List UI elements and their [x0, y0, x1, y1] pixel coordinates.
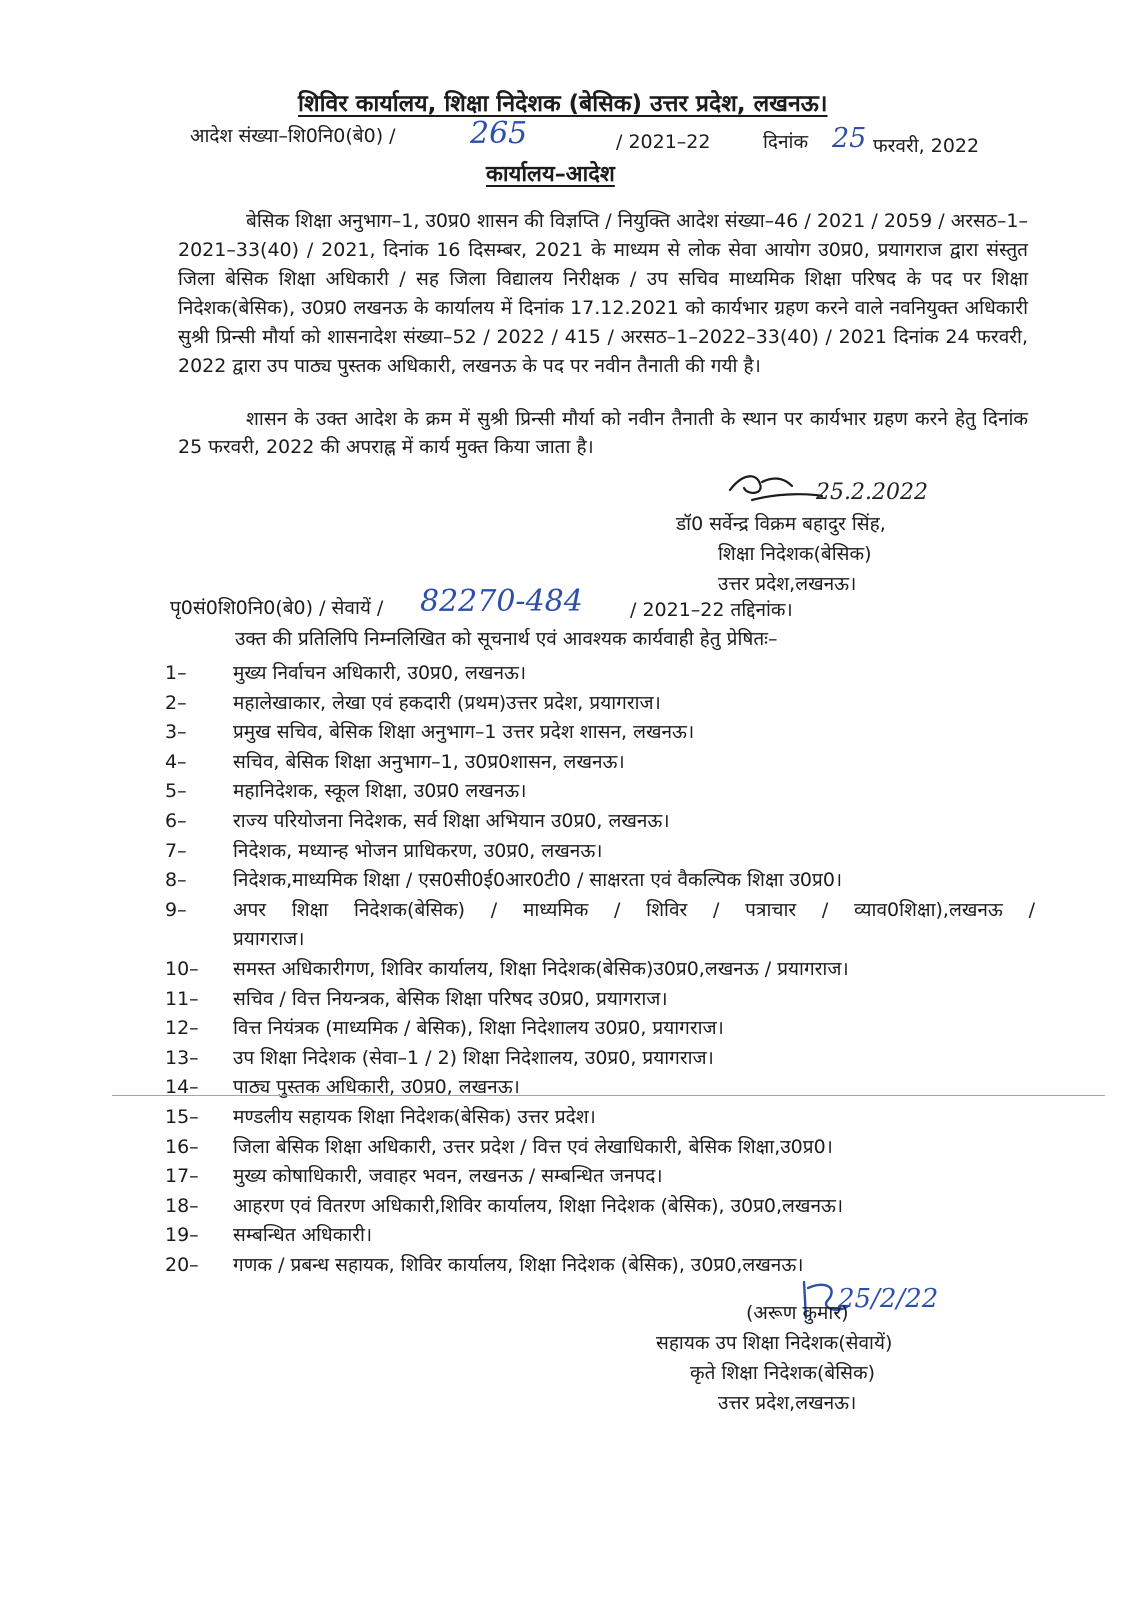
list-item-text: आहरण एवं वितरण अधिकारी,शिविर कार्यालय, शिक्षा निदेशक (बेसिक), उ0प्र0,लखनऊ। — [233, 1194, 844, 1217]
list-item-number: 8– — [165, 869, 187, 892]
list-item-text-continued: प्रयागराज। — [233, 928, 305, 951]
order-paragraph-2 — [178, 405, 1028, 461]
list-item-number: 11– — [165, 987, 199, 1010]
signatory-2-name: (अरूण कुमार) — [746, 1302, 849, 1324]
list-item-text: महानिदेशक, स्कूल शिक्षा, उ0प्र0 लखनऊ। — [233, 780, 527, 803]
list-item — [165, 955, 1035, 985]
list-item — [165, 1014, 1035, 1044]
list-item-number: 5– — [165, 780, 187, 803]
signatory-2-place: उत्तर प्रदेश,लखनऊ। — [718, 1392, 857, 1414]
endorsement-ref-suffix: / 2021–22 तद्दिनांक। — [630, 599, 793, 621]
date-prefix: दिनांक — [763, 131, 809, 153]
order-number-prefix: आदेश संख्या–शि0नि0(बे0) / — [190, 125, 396, 147]
date-suffix: फरवरी, 2022 — [873, 135, 980, 157]
list-item — [165, 866, 1035, 896]
list-item-number: 4– — [165, 750, 187, 773]
list-item — [165, 777, 1035, 807]
list-item-text: सचिव / वित्त नियन्त्रक, बेसिक शिक्षा परिषद उ0प्र0, प्रयागराज। — [233, 987, 668, 1010]
signature-1-date: 25.2.2022 — [816, 480, 928, 505]
list-item — [165, 748, 1035, 778]
endorsement-ref-prefix: पृ0सं0शि0नि0(बे0) / सेवायें / — [170, 597, 384, 619]
list-item — [165, 659, 1035, 689]
date-handwritten: 25 — [832, 123, 867, 154]
list-item-text: मुख्य कोषाधिकारी, जवाहर भवन, लखनऊ / सम्बन्धित जनपद। — [233, 1165, 663, 1188]
list-item-text: पाठ्य पुस्तक अधिकारी, उ0प्र0, लखनऊ। — [233, 1076, 520, 1099]
list-item-number: 10– — [165, 957, 199, 980]
list-item-text: सचिव, बेसिक शिक्षा अनुभाग–1, उ0प्र0शासन, लखनऊ। — [233, 750, 625, 773]
order-number-suffix: / 2021–22 — [616, 131, 711, 153]
list-item-text: मुख्य निर्वाचन अधिकारी, उ0प्र0, लखनऊ। — [233, 662, 527, 684]
list-item-number: 2– — [165, 691, 187, 714]
distribution-list — [165, 659, 1035, 1280]
list-item-text: वित्त नियंत्रक (माध्यमिक / बेसिक), शिक्षा निदेशालय उ0प्र0, प्रयागराज। — [233, 1017, 724, 1040]
list-item — [165, 807, 1035, 837]
list-item-text: निदेशक, मध्यान्ह भोजन प्राधिकरण, उ0प्र0, लखनऊ। — [233, 839, 603, 862]
list-item-number: 19– — [165, 1224, 199, 1247]
list-item — [165, 837, 1035, 867]
signatory-1-name: डॉ0 सर्वेन्द्र विक्रम बहादुर सिंह, — [676, 513, 886, 535]
list-item-text: प्रमुख सचिव, बेसिक शिक्षा अनुभाग–1 उत्तर प्रदेश शासन, लखनऊ। — [233, 721, 695, 744]
list-item-number: 7– — [165, 839, 187, 862]
list-item-number: 14– — [165, 1076, 199, 1099]
signature-2-date: 25/2/22 — [838, 1284, 939, 1314]
list-item-text: राज्य परियोजना निदेशक, सर्व शिक्षा अभियान उ0प्र0, लखनऊ। — [233, 809, 670, 832]
list-item — [165, 689, 1035, 719]
list-item-number: 18– — [165, 1194, 199, 1217]
signatory-1-designation: शिक्षा निदेशक(बेसिक) — [718, 543, 872, 565]
office-title: शिविर कार्यालय, शिक्षा निदेशक (बेसिक) उत्तर प्रदेश, लखनऊ। — [298, 91, 828, 117]
order-paragraph-1 — [178, 207, 1028, 381]
list-item — [165, 1251, 1035, 1281]
list-item — [165, 985, 1035, 1015]
list-item — [165, 1073, 1035, 1103]
signatory-2-designation: सहायक उप शिक्षा निदेशक(सेवायें) — [656, 1332, 893, 1354]
list-item — [165, 896, 1035, 926]
list-item-number: 13– — [165, 1046, 199, 1069]
list-item-text: गणक / प्रबन्ध सहायक, शिविर कार्यालय, शिक्षा निदेशक (बेसिक), उ0प्र0,लखनऊ। — [233, 1253, 804, 1276]
list-item-text: समस्त अधिकारीगण, शिविर कार्यालय, शिक्षा निदेशक(बेसिक)उ0प्र0,लखनऊ / प्रयागराज। — [233, 957, 849, 980]
list-item — [165, 1221, 1035, 1251]
list-item-number: 9– — [165, 898, 187, 921]
list-item-text: सम्बन्धित अधिकारी। — [233, 1224, 373, 1247]
list-item-text: जिला बेसिक शिक्षा अधिकारी, उत्तर प्रदेश / वित्त एवं लेखाधिकारी, बेसिक शिक्षा,उ0प्र0। — [233, 1135, 833, 1158]
list-item — [165, 1192, 1035, 1222]
list-item-number: 17– — [165, 1165, 199, 1188]
scan-line — [112, 1095, 1105, 1096]
order-heading: कार्यालय–आदेश — [486, 162, 615, 187]
list-item-text: निदेशक,माध्यमिक शिक्षा / एस0सी0ई0आर0टी0 / साक्षरता एवं वैकल्पिक शिक्षा उ0प्र0। — [233, 869, 843, 892]
list-item — [165, 1103, 1035, 1133]
endorsement-intro: उक्त की प्रतिलिपि निम्नलिखित को सूचनार्थ एवं आवश्यक कार्यवाही हेतु प्रेषितः– — [235, 628, 778, 650]
list-item — [165, 718, 1035, 748]
list-item-number: 12– — [165, 1017, 199, 1040]
list-item — [165, 1133, 1035, 1163]
list-item-number: 15– — [165, 1105, 199, 1128]
list-item — [165, 1162, 1035, 1192]
list-item-number: 1– — [165, 662, 187, 684]
list-item-text: अपर शिक्षा निदेशक(बेसिक) / माध्यमिक / शिविर / पत्राचार / व्याव0शिक्षा),लखनऊ / — [233, 898, 1035, 921]
list-item-continuation — [165, 925, 1035, 955]
order-number-handwritten: 265 — [470, 116, 528, 151]
order-paragraph-1-text: बेसिक शिक्षा अनुभाग–1, उ0प्र0 शासन की विज्ञप्ति / नियुक्ति आदेश संख्या–46 / 2021 / 2059 / अरसठ–1–2021–33(40) / 2021, दिनांक 16 दिसम्बर, 2021 के माध्यम से लोक सेवा आयोग उ0प्र0, प्रयागराज द्वारा संस्तुत जिला बेसिक शिक्षा अधिकारी / सह जिला विद्यालय निरीक्षक / उप सचिव माध्यमिक शिक्षा परिषद के पद पर शिक्षा निदेशक(बेसिक), उ0प्र0 लखनऊ के कार्यालय में दिनांक 17.12.2021 को कार्यभार ग्रहण करने वाले नवनियुक्त अधिकारी सुश्री प्रिन्सी मौर्या को शासनादेश संख्या–52 / 2022 / 415 / अरसठ–1–2022–33(40) / 2021 दिनांक 24 फरवरी, 2022 द्वारा उप पाठ्य पुस्तक अधिकारी, लखनऊ के पद पर नवीन तैनाती की गयी है। — [178, 210, 1028, 377]
list-item-number: 3– — [165, 721, 187, 744]
list-item-number: 16– — [165, 1135, 199, 1158]
signatory-1-place: उत्तर प्रदेश,लखनऊ। — [718, 573, 857, 595]
list-item-number: 6– — [165, 809, 187, 832]
endorsement-ref-handwritten: 82270-484 — [420, 584, 583, 619]
list-item-text: मण्डलीय सहायक शिक्षा निदेशक(बेसिक) उत्तर प्रदेश। — [233, 1105, 596, 1128]
order-paragraph-2-text: शासन के उक्त आदेश के क्रम में सुश्री प्रिन्सी मौर्या को नवीन तैनाती के स्थान पर कार्यभार ग्रहण करने हेतु दिनांक 25 फरवरी, 2022 की अपराह्न में कार्य मुक्त किया जाता है। — [178, 408, 1028, 458]
list-item-text: महालेखाकार, लेखा एवं हकदारी (प्रथम)उत्तर प्रदेश, प्रयागराज। — [233, 691, 661, 714]
list-item-number: 20– — [165, 1253, 199, 1276]
list-item-text: उप शिक्षा निदेशक (सेवा–1 / 2) शिक्षा निदेशालय, उ0प्र0, प्रयागराज। — [233, 1046, 714, 1069]
list-item — [165, 1044, 1035, 1074]
signatory-2-for-line: कृते शिक्षा निदेशक(बेसिक) — [690, 1362, 875, 1384]
